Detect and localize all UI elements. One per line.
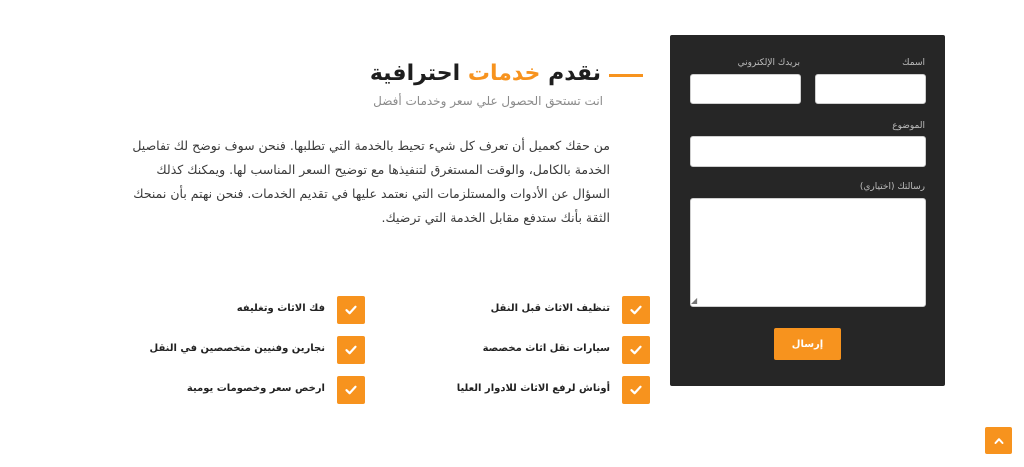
subject-label: الموضوع [892, 121, 925, 131]
check-icon [622, 376, 650, 404]
check-icon [337, 296, 365, 324]
feature-label: تنظيف الاثاث قبل النقل [490, 303, 610, 314]
title-part-tail: احترافية [369, 61, 468, 86]
section-title [300, 60, 601, 88]
check-icon [622, 296, 650, 324]
contact-form [670, 35, 945, 386]
intro-paragraph: من حقك كعميل أن تعرف كل شيء تحيط بالخدمة التي تطلبها. فنحن سوف نوضح لك تفاصيل الخدمة بالكامل، والوقت المستغرق لتنفيذها مع توضيح السعر المناسب لها. ويمكنك كذلك السؤال عن الأدوات والمستلزمات التي نعتمد عليها في تقديم الخدمات. فنحن نهتم بأن نمنحك الثقة بأنك ستدفع مقابل الخدمة التي ترضيك. [132, 138, 610, 225]
feature-label: فك الاثاث وتغليفه [236, 303, 325, 314]
feature-label: ارخص سعر وخصومات يومية [186, 383, 325, 394]
subject-field[interactable] [690, 136, 926, 167]
check-icon [622, 336, 650, 364]
feature-label: نجارين وفنيين متخصصين في النقل [149, 343, 325, 354]
message-label: رسالتك (اختياري) [859, 182, 925, 192]
feature-label: سيارات نقل اثاث مخصصة [482, 343, 610, 354]
submit-button[interactable]: إرسال [774, 328, 841, 360]
email-label: بريدك الإلكتروني [737, 58, 800, 68]
heading-accent-line [609, 74, 643, 77]
email-field[interactable] [690, 74, 801, 104]
feature-label: أوناش لرفع الاثاث للادوار العليا [456, 383, 610, 394]
check-icon [337, 376, 365, 404]
name-label: اسمك [902, 58, 925, 68]
section-subtitle: انت تستحق الحصول علي سعر وخدمات أفضل [373, 94, 603, 108]
chevron-up-icon [993, 435, 1005, 447]
message-textarea[interactable] [690, 198, 926, 307]
feature-item [420, 336, 650, 364]
resize-grip-icon[interactable]: ◢ [691, 296, 698, 305]
feature-item [420, 376, 650, 404]
check-icon [337, 336, 365, 364]
title-part-main: نقدم [540, 61, 601, 86]
feature-item [150, 376, 365, 404]
feature-item [420, 296, 650, 324]
title-part-accent: خدمات [467, 61, 541, 86]
feature-item [150, 336, 365, 364]
scroll-to-top-button[interactable] [985, 427, 1012, 454]
feature-item [150, 296, 365, 324]
name-field[interactable] [815, 74, 926, 104]
